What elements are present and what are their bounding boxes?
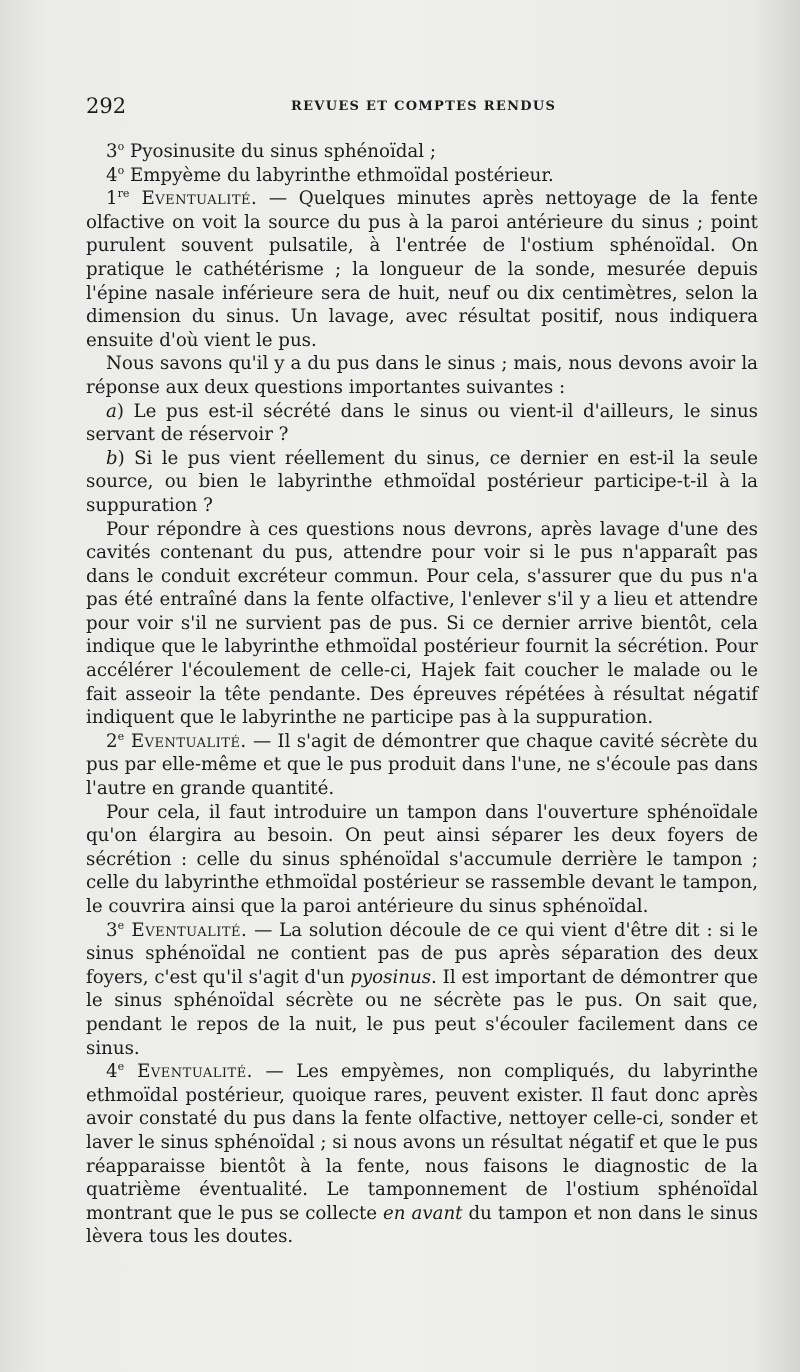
- section-label: Eventualité.: [124, 1061, 253, 1083]
- section-label: Eventualité.: [124, 730, 247, 752]
- paragraph-method: Pour répondre à ces questions nous devrons, après lavage d'une des cavités contenant du pus, attendre pour voir si le pus n'apparaît pas dans le conduit excréteur commun. Pour cela, s'assurer que du pus n'a pas été entraîné dans la fente olfactive, l'enlever s'il y a lieu et attendre pour voir s'il ne survient pas de pus. Si ce dernier arrive bientôt, cela indique que le labyrinthe ethmoïdal postérieur fournit la sécrétion. Pour accélérer l'écoulement de celle-ci, Hajek fait coucher le malade ou le fait asseoir la tête pendante. Des épreuves répétées à résultat négatif indiquent que le labyrinthe ne participe pas à la suppuration.: [86, 518, 758, 729]
- section-label: Eventualité.: [124, 919, 248, 941]
- paragraph-eventualite-1: 1re Eventualité. — Quelques minutes après nettoyage de la fente olfactive on voit la source du pus à la paroi antérieure du sinus ; point purulent souvent pulsatile, à l'entrée de l'ostium sphénoïdal. On pratique le cathétérisme ; la longueur de la sonde, mesurée depuis l'épine nasale inférieure sera de huit, neuf ou dix centimètres, selon la dimension du sinus. Un lavage, avec résultat positif, nous indiquera ensuite d'où vient le pus.: [86, 187, 758, 351]
- page-header: [86, 94, 756, 124]
- paragraph-questions-intro: Nous savons qu'il y a du pus dans le sinus ; mais, nous devons avoir la réponse aux deux questions importantes suivantes :: [86, 353, 758, 398]
- paragraph-eventualite-2: 2e Eventualité. — Il s'agit de démontrer que chaque cavité sécrète du pus par elle-même et que le pus produit dans l'une, ne s'écoule pas dans l'autre en grande quantité.: [86, 729, 758, 800]
- paragraph-question-a: a) Le pus est-il sécrété dans le sinus ou vient-il d'ailleurs, le sinus servant de réservoir ?: [86, 400, 758, 446]
- paragraph-eventualite-3: 3e Eventualité. — La solution découle de ce qui vient d'être dit : si le sinus sphénoïdal ne contient pas de pus après séparation des deux foyers, c'est qu'il s'agit d'un pyosinus. Il est important de démontrer que le sinus sphénoïdal sécrète ou ne sécrète pas le pus. On sait que, pendant le repos de la nuit, le pus peut s'écouler facilement dans ce sinus.: [86, 918, 759, 1059]
- paragraph-list-item-3: 3$^o$ Pyosinusite du sinus sphénoïdal ;: [106, 139, 437, 162]
- paragraph-tampon: Pour cela, il faut introduire un tampon dans l'ouverture sphénoïdale qu'on élargira au besoin. On peut ainsi séparer les deux foyers de sécrétion : celle du sinus sphénoïdal s'accumule derrière le tampon ; celle du labyrinthe ethmoïdal postérieur se rassemble devant le tampon, le couvrira ainsi que la paroi antérieure du sinus sphénoïdal.: [86, 801, 758, 917]
- body-text: [86, 140, 758, 1249]
- running-title: REVUES ET COMPTES RENDUS: [291, 99, 557, 114]
- section-label: Eventualité.: [129, 188, 258, 210]
- page-number: 292: [86, 94, 127, 118]
- paragraph-eventualite-4: 4e Eventualité. — Les empyèmes, non compliqués, du labyrinthe ethmoïdal postérieur, quoique rares, peuvent exister. Il faut donc après avoir constaté du pus dans la fente olfactive, nettoyer celle-ci, sonder et laver le sinus sphénoïdal ; si nous avons un résultat négatif et que le pus réapparaisse bientôt à la fente, nous faisons le diagnostic de la quatrième éventualité. Le tamponnement de l'ostium sphénoïdal montrant que le pus se collecte en avant du tampon et non dans le sinus lèvera tous les doutes.: [86, 1060, 758, 1248]
- paragraph-question-b: b) Si le pus vient réellement du sinus, ce dernier en est-il la seule source, ou bien le labyrinthe ethmoïdal postérieur participe-t-il à la suppuration ?: [86, 447, 758, 516]
- paragraph-list-item-4: 4$^o$ Empyème du labyrinthe ethmoïdal postérieur.: [106, 163, 554, 186]
